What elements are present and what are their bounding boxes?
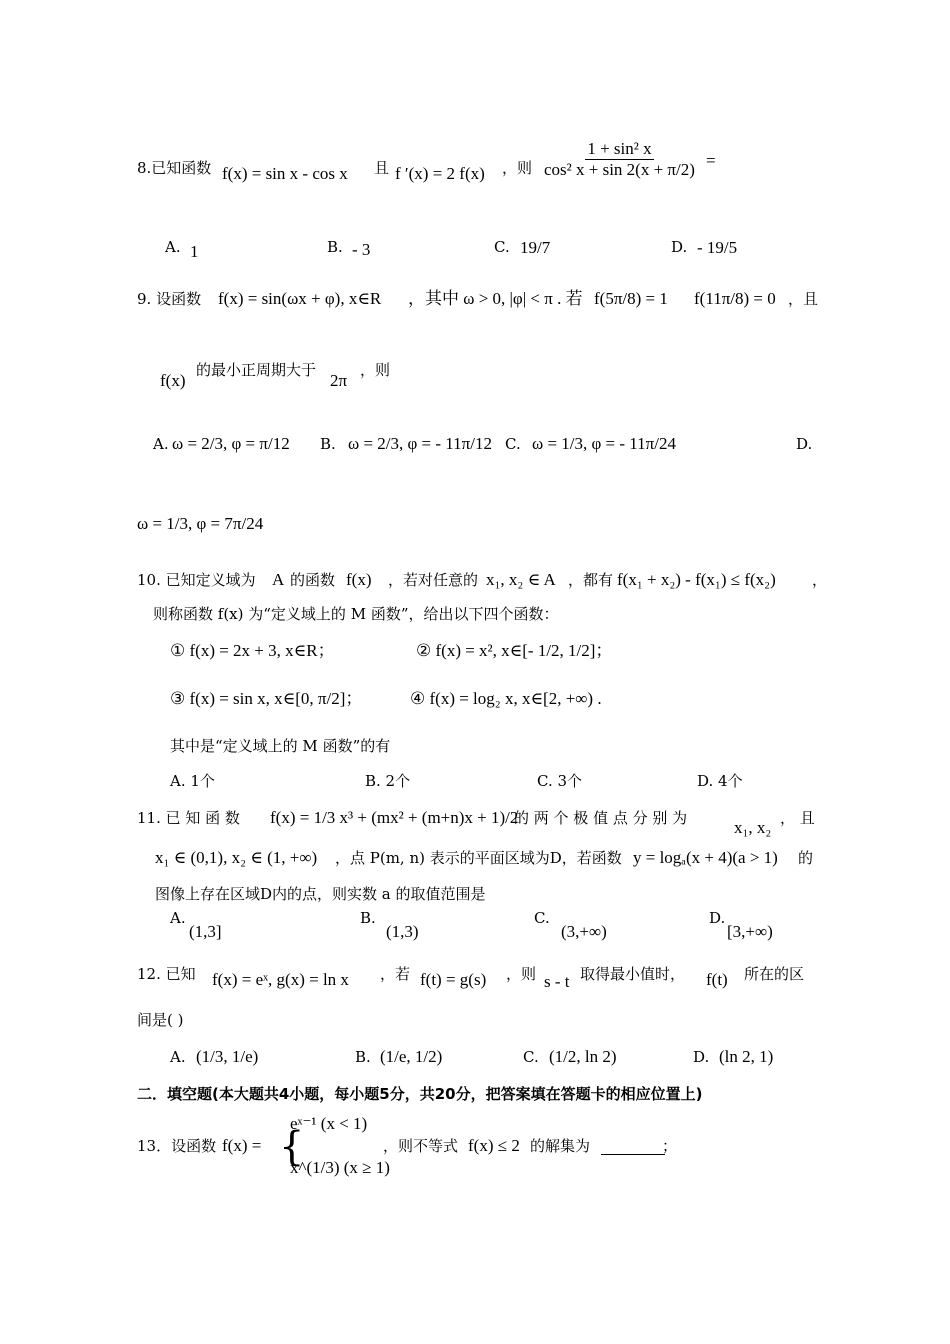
- q10-option-d: D. 4个: [697, 772, 743, 790]
- q10-text-3: ，都有: [568, 571, 614, 589]
- q10-question: 其中是“定义域上的 M 函数”的有: [170, 737, 391, 755]
- q9-condition-2: f(11π/8) = 0: [694, 289, 776, 308]
- q10-option-c: C. 3个: [537, 772, 583, 790]
- q9-option-d: ω = 1/3, φ = 7π/24: [137, 514, 264, 533]
- q9-period-text: 的最小正周期大于: [196, 361, 317, 379]
- q10-set-a: A: [272, 570, 285, 589]
- q12-option-b: (1/e, 1/2): [380, 1047, 443, 1066]
- q12-text-2: ，则: [506, 965, 537, 983]
- q9-option-b: ω = 2/3, φ = - 11π/12: [348, 434, 492, 453]
- q9-option-d-label: D.: [796, 435, 813, 453]
- q13-fx: f(x) =: [222, 1136, 262, 1155]
- q12-label: 12. 已知: [137, 965, 196, 983]
- q10-function-1: ① f(x) = 2x + 3, x∈R；: [170, 641, 335, 660]
- q11-option-b: (1,3): [386, 922, 419, 941]
- q12-ft: f(t): [706, 970, 728, 989]
- q9-fx: f(x): [160, 371, 186, 390]
- q9-option-c-label: C.: [505, 435, 521, 453]
- q10-option-b: B. 2个: [365, 772, 411, 790]
- q8-option-a-label: A.: [165, 238, 181, 256]
- q13-end: ；: [662, 1137, 678, 1155]
- q12-option-a-label: A.: [170, 1048, 186, 1066]
- q12-option-b-label: B.: [355, 1048, 371, 1066]
- q11-option-d: [3,+∞): [727, 922, 773, 941]
- q9-label: 9. 设函数: [137, 290, 202, 308]
- q8-function: f(x) = sin x - cos x: [222, 164, 348, 183]
- q12-option-c-label: C.: [523, 1048, 539, 1066]
- q13-piece-1: eˣ⁻¹ (x < 1): [290, 1114, 368, 1133]
- q10-inequality: f(x₁ + x₂) - f(x₁) ≤ f(x₂): [617, 570, 776, 589]
- q13-text-2: 的解集为: [530, 1137, 591, 1155]
- q12-option-d-label: D.: [693, 1048, 710, 1066]
- q8-option-c-label: C.: [494, 238, 510, 256]
- q13-label: 13．设函数: [137, 1137, 217, 1155]
- q10-label: 10. 已知定义域为: [137, 571, 256, 589]
- q8-denominator: cos² x + sin 2(x + π/2): [544, 159, 695, 179]
- q8-option-b: - 3: [352, 240, 371, 259]
- q10-function-3: ③ f(x) = sin x, x∈[0, π/2]；: [170, 689, 363, 708]
- q11-option-a: (1,3]: [189, 922, 222, 941]
- q10-fx: f(x): [346, 570, 372, 589]
- q9-option-b-label: B.: [320, 435, 336, 453]
- q9-option-c: ω = 1/3, φ = - 11π/24: [532, 434, 676, 453]
- q13-answer-blank[interactable]: [601, 1136, 665, 1156]
- q11-vars: x₁, x₂: [734, 818, 772, 837]
- q8-option-d: - 19/5: [697, 238, 738, 257]
- q11-option-c-label: C.: [534, 909, 550, 927]
- q9-option-a: ω = 2/3, φ = π/12: [172, 434, 290, 453]
- q11-option-d-label: D.: [709, 909, 726, 927]
- q11-log-function: y = logₐ(x + 4)(a > 1): [633, 848, 778, 867]
- q10-text-2: ，若对任意的: [388, 571, 479, 589]
- q11-label: 11. 已 知 函 数: [137, 809, 240, 827]
- q10-text-1: 的函数: [290, 571, 336, 589]
- q8-numerator: 1 + sin² x: [587, 139, 652, 158]
- q8-then: ，则: [502, 159, 533, 177]
- q10-vars: x₁, x₂ ∈ A: [486, 570, 556, 589]
- q8-equals: =: [706, 151, 716, 170]
- q8-and: 且: [374, 159, 390, 177]
- q8-option-a: 1: [190, 242, 199, 261]
- q8-label: 8.已知函数: [137, 159, 212, 177]
- q8-option-c: 19/7: [520, 238, 551, 257]
- q8-option-d-label: D.: [671, 238, 688, 256]
- q13-inequality: f(x) ≤ 2: [468, 1136, 520, 1155]
- q12-text-1: ，若: [380, 965, 411, 983]
- q11-function: f(x) = 1/3 x³ + (mx² + (m+n)x + 1)/2: [270, 808, 519, 827]
- q8-derivative: f ′(x) = 2 f(x): [395, 164, 485, 183]
- q11-option-b-label: B.: [360, 909, 376, 927]
- q9-then: ，则: [360, 361, 391, 379]
- q10-option-a: A. 1个: [170, 772, 215, 790]
- q8-option-b-label: B.: [327, 238, 343, 256]
- q9-function: f(x) = sin(ωx + φ), x∈R: [218, 289, 382, 308]
- q12-text-3: 取得最小值时，: [580, 965, 686, 983]
- q11-line-3: 图像上存在区域D内的点，则实数 a 的取值范围是: [155, 885, 486, 903]
- q11-text-2: ， 且: [780, 809, 815, 827]
- q12-s-minus-t: s - t: [544, 972, 570, 991]
- q9-2pi: 2π: [330, 371, 348, 390]
- q8-expression: [540, 140, 699, 179]
- q11-de: 的: [798, 849, 814, 867]
- q12-equation: f(t) = g(s): [420, 970, 487, 989]
- q9-option-a-label: A.: [153, 435, 169, 453]
- q12-line-2: 间是( ): [137, 1011, 184, 1029]
- q9-condition: ，其中 ω > 0, |φ| < π . 若: [408, 289, 583, 308]
- q13-brace: {: [279, 1124, 305, 1170]
- q11-region-text: ，点 P(m, n) 表示的平面区域为D，若函数: [335, 849, 622, 867]
- q11-option-a-label: A.: [170, 909, 186, 927]
- q10-function-2: ② f(x) = x², x∈[- 1/2, 1/2]；: [416, 641, 613, 660]
- q13-piece-2: x^(1/3) (x ≥ 1): [290, 1158, 390, 1177]
- q12-option-a: (1/3, 1/e): [196, 1047, 259, 1066]
- q12-option-d: (ln 2, 1): [719, 1047, 774, 1066]
- q12-text-4: 所在的区: [744, 965, 805, 983]
- q9-tail: ，且: [788, 290, 819, 308]
- q11-ranges: x₁ ∈ (0,1), x₂ ∈ (1, +∞): [155, 848, 318, 867]
- q12-option-c: (1/2, ln 2): [549, 1047, 617, 1066]
- q11-text-1: 的 两 个 极 值 点 分 别 为: [514, 809, 688, 827]
- q13-text-1: ，则不等式: [383, 1137, 459, 1155]
- q10-text-4: ，: [812, 571, 828, 589]
- q10-function-4: ④ f(x) = log₂ x, x∈[2, +∞) .: [410, 689, 602, 708]
- q10-line-2: 则称函数 f(x) 为“定义域上的 M 函数”，给出以下四个函数：: [153, 605, 559, 623]
- q11-option-c: (3,+∞): [561, 922, 607, 941]
- q12-functions: f(x) = eˣ, g(x) = ln x: [212, 970, 349, 989]
- q9-condition-1: f(5π/8) = 1: [594, 289, 668, 308]
- section-2-heading: 二．填空题(本大题共4小题，每小题5分，共20分，把答案填在答题卡的相应位置上): [137, 1085, 703, 1103]
